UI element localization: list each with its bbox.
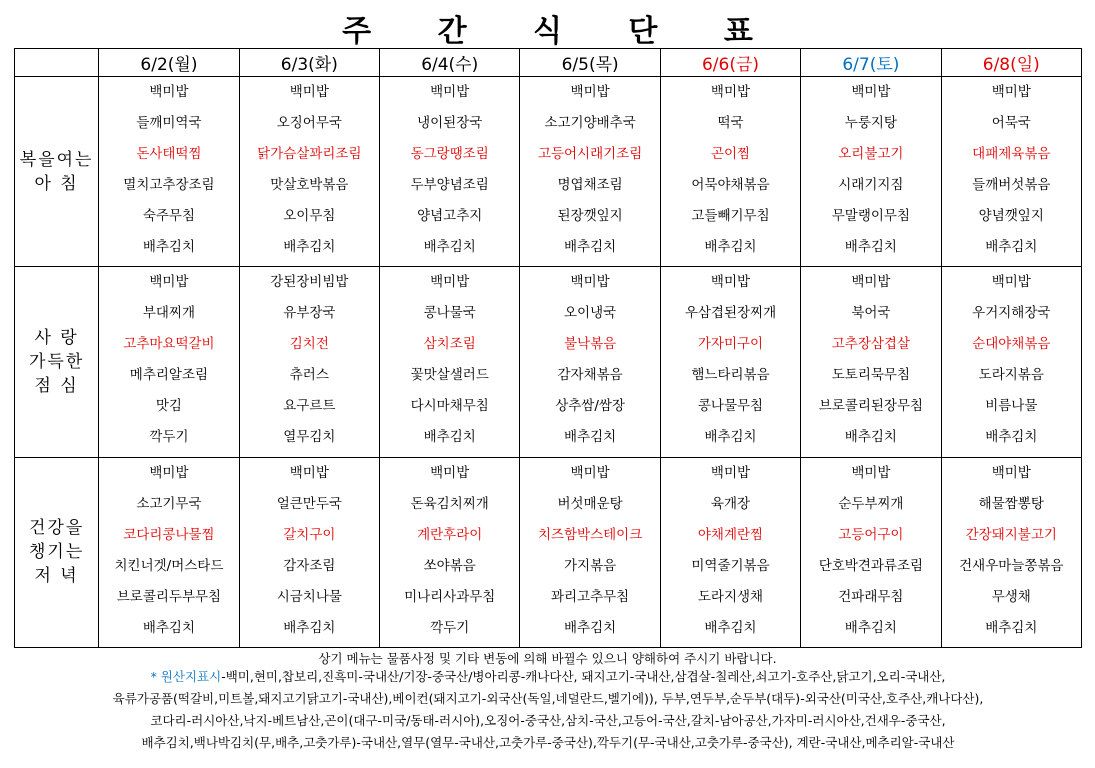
meal-label — [15, 267, 99, 457]
dish-item: 백미밥 — [289, 464, 329, 481]
origin-line: 육류가공품(떡갈비,미트볼,돼지고기닭고기-국내산),베이컨(돼지고기-외국산(독일,네덜란드,벨기에)), 두부,연두부,순두부(대두)-외국산(미국산,호주산,캐나다산), — [112, 691, 984, 706]
dish-item: 백미밥 — [991, 274, 1031, 291]
dish-item: 고들빼기무침 — [691, 208, 770, 224]
day-label: 6/3(화) — [280, 55, 338, 75]
dish-item: 된장깻잎지 — [557, 208, 623, 224]
origin-line: 배추김치,백나박김치(무,배추,고춧가루)-국내산,열무(열무-국내산,고춧가루-중국산),깍두기(무-국내산,고춧가루-중국산), 계란-국내산,메추리알-국내산 — [141, 735, 955, 750]
dish-item: 배추김치 — [564, 619, 617, 636]
main-dish: 곤이찜 — [710, 146, 751, 162]
dish-item: 열무김치 — [283, 429, 336, 446]
dish-item: 비름나물 — [985, 398, 1038, 415]
main-dish: 고추마요떡갈비 — [123, 336, 215, 353]
dish-item: 백미밥 — [710, 84, 751, 100]
dish-item: 배추김치 — [564, 429, 617, 446]
dish-item: 소고기양배추국 — [544, 115, 636, 131]
dish-item: 배추김치 — [423, 429, 476, 446]
dish-item: 해물짬뽕탕 — [978, 495, 1044, 512]
dish-item: 맛살호박볶음 — [270, 177, 349, 193]
main-dish: 갈치구이 — [283, 526, 336, 543]
dish-item: 맛김 — [155, 398, 182, 415]
dish-item: 누룽지탕 — [844, 115, 897, 131]
dish-item: 시래기지짐 — [838, 177, 904, 193]
day-meal-cell — [380, 457, 520, 647]
dish-item: 츄러스 — [289, 367, 329, 384]
dish-item: 콩나물무침 — [697, 398, 764, 415]
dish-item: 미나리사과무침 — [404, 588, 496, 605]
meal-label-line: 저 녁 — [34, 566, 79, 587]
dish-item: 백미밥 — [149, 84, 189, 100]
page-title: 주 간 식 단 표 — [342, 14, 781, 49]
dish-item: 배추김치 — [985, 239, 1038, 255]
dish-item: 양념깻잎지 — [978, 208, 1044, 224]
dish-item: 감자조림 — [283, 557, 336, 574]
day-meal-cell — [239, 457, 379, 647]
dish-item: 떡국 — [717, 115, 744, 131]
dish-item: 요구르트 — [283, 398, 336, 415]
dish-item: 백미밥 — [149, 274, 189, 291]
day-meal-cell — [520, 457, 660, 647]
main-dish: 오리불고기 — [838, 146, 904, 162]
dish-item: 배추김치 — [985, 429, 1038, 446]
dish-item: 건새우마늘쫑볶음 — [959, 557, 1064, 574]
day-label: 6/8(일) — [982, 55, 1040, 75]
dish-item: 백미밥 — [289, 84, 329, 100]
dish-item: 우삼겹된장찌개 — [684, 305, 777, 322]
dish-item: 배추김치 — [142, 239, 196, 255]
dish-item: 숙주무침 — [142, 208, 196, 224]
dish-item: 백미밥 — [851, 84, 891, 100]
dish-item: 건파래무침 — [838, 588, 904, 605]
meal-label-line: 건강을 — [28, 518, 85, 539]
dish-item: 배추김치 — [142, 619, 196, 636]
dish-item: 백미밥 — [851, 274, 891, 291]
day-meal-cell — [660, 77, 800, 267]
main-dish: 삼치조림 — [423, 336, 476, 353]
main-dish: 대패제육볶음 — [972, 146, 1051, 162]
meal-rows — [15, 77, 1082, 648]
day-meal-cell — [99, 267, 239, 457]
main-dish: 야채계란찜 — [697, 526, 764, 543]
dish-item: 배추김치 — [844, 429, 897, 446]
dish-item: 백미밥 — [991, 464, 1031, 481]
dish-item: 시금치나물 — [276, 588, 342, 605]
dish-item: 콩나물국 — [423, 305, 476, 322]
day-meal-cell — [239, 267, 379, 457]
main-dish: 김치전 — [289, 336, 329, 353]
dish-item: 무생채 — [991, 588, 1031, 605]
dish-item: 꽃맛살샐러드 — [410, 367, 489, 384]
dish-item: 얼큰만두국 — [276, 495, 342, 512]
dish-item: 순두부찌개 — [838, 495, 904, 512]
dish-item: 배추김치 — [844, 619, 897, 636]
meal-label-line: 복을여는 — [19, 149, 94, 170]
dish-item: 다시마채무침 — [410, 398, 489, 415]
dish-item: 백미밥 — [570, 274, 610, 291]
origin-line — [14, 666, 1082, 688]
dish-item: 백미밥 — [851, 464, 891, 481]
day-header — [99, 49, 239, 77]
day-label: 6/2(월) — [140, 55, 198, 75]
dish-item: 양념고추지 — [417, 208, 483, 224]
day-meal-cell — [520, 267, 660, 457]
dish-item: 감자채볶음 — [557, 367, 623, 384]
day-meal-cell — [660, 267, 800, 457]
dish-item: 유부장국 — [283, 305, 336, 322]
day-label: 6/6(금) — [701, 55, 760, 75]
origin-line: 코다리-러시아산,낙지-베트남산,곤이(대구-미국/동태-러시아),오징어-중국산,삼치-국산,고등어-국산,갈치-남아공산,가자미-러시아산,건새우-중국산, — [150, 713, 946, 728]
dish-item: 버섯매운탕 — [557, 495, 623, 512]
dish-item: 오징어무국 — [276, 115, 342, 131]
notice-text: 상기 메뉴는 물품사정 및 기타 변동에 의해 바뀔수 있으니 양해하여 주시기 바랍니다. — [318, 651, 777, 666]
dish-item: 브로콜리두부무침 — [116, 588, 222, 605]
main-dish: 동그랑땡조림 — [410, 146, 489, 162]
dish-item: 오이냉국 — [564, 305, 617, 322]
meal-label-line: 가득한 — [28, 351, 85, 372]
dish-item: 돈육김치찌개 — [410, 495, 489, 512]
dish-item: 백미밥 — [430, 464, 470, 481]
dish-item: 백미밥 — [570, 84, 610, 100]
main-dish: 돈사태떡찜 — [136, 146, 202, 162]
main-dish: 순대야채볶음 — [972, 336, 1051, 353]
dish-item: 도라지생채 — [697, 588, 764, 605]
dish-item: 백미밥 — [710, 274, 751, 291]
main-dish: 코다리콩나물찜 — [123, 526, 215, 543]
day-meal-cell — [520, 77, 660, 267]
day-header — [660, 49, 800, 77]
day-label: 6/4(수) — [421, 55, 479, 75]
main-dish: 고등어구이 — [838, 526, 904, 543]
dish-item: 꽈리고추무침 — [550, 588, 630, 605]
dish-item: 배추김치 — [564, 239, 617, 255]
dish-item: 쏘야볶음 — [423, 557, 476, 574]
day-meal-cell — [941, 457, 1081, 647]
weekly-menu-table — [14, 48, 1082, 648]
day-meal-cell — [99, 77, 239, 267]
dish-item: 도라지볶음 — [978, 367, 1044, 384]
dish-item: 배추김치 — [985, 619, 1038, 636]
day-meal-cell — [801, 77, 941, 267]
dish-item: 들깨버섯볶음 — [972, 177, 1051, 193]
meal-row — [15, 77, 1082, 267]
corner-cell — [15, 49, 99, 77]
dish-item: 치킨너겟/머스타드 — [114, 557, 224, 574]
main-dish: 치즈함박스테이크 — [537, 526, 643, 543]
day-header — [801, 49, 941, 77]
day-meal-cell — [801, 457, 941, 647]
dish-item: 백미밥 — [710, 464, 751, 481]
day-header-row — [15, 49, 1082, 77]
origin-info — [14, 666, 1082, 754]
dish-item: 브로콜리된장무침 — [818, 398, 924, 415]
dish-item: 상추쌈/쌈장 — [555, 398, 625, 415]
day-meal-cell — [99, 457, 239, 647]
dish-item: 부대찌개 — [142, 305, 196, 322]
day-label: 6/7(토) — [842, 55, 900, 75]
dish-item: 백미밥 — [430, 274, 470, 291]
meal-label — [15, 457, 99, 647]
dish-item: 미역줄기볶음 — [691, 557, 770, 574]
day-header — [520, 49, 660, 77]
day-label: 6/5(목) — [561, 55, 619, 75]
dish-item: 냉이된장국 — [417, 115, 483, 131]
dish-item: 우거지해장국 — [972, 305, 1051, 322]
main-dish: 닭가슴살꽈리조림 — [257, 146, 362, 162]
meal-row — [15, 457, 1082, 647]
dish-item: 도토리묵무침 — [831, 367, 910, 384]
day-meal-cell — [660, 457, 800, 647]
dish-item: 백미밥 — [570, 464, 610, 481]
dish-item: 배추김치 — [704, 429, 757, 446]
day-meal-cell — [380, 77, 520, 267]
day-meal-cell — [941, 77, 1081, 267]
main-dish: 간장돼지불고기 — [965, 526, 1057, 543]
dish-item: 두부양념조림 — [410, 177, 489, 193]
meal-label-line: 아 침 — [34, 173, 79, 194]
dish-item: 어묵야채볶음 — [691, 177, 770, 193]
dish-item: 백미밥 — [149, 464, 189, 481]
day-header — [239, 49, 379, 77]
dish-item: 들깨미역국 — [136, 115, 202, 131]
meal-row — [15, 267, 1082, 457]
main-dish: 불낙볶음 — [564, 336, 617, 353]
dish-item: 어묵국 — [991, 115, 1031, 131]
dish-item: 오이무침 — [283, 208, 336, 224]
dish-item: 배추김치 — [844, 239, 897, 255]
dish-item: 무말랭이무침 — [831, 208, 910, 224]
dish-item: 배추김치 — [283, 239, 336, 255]
dish-item: 깍두기 — [430, 619, 470, 636]
day-meal-cell — [380, 267, 520, 457]
main-dish: 고추장삼겹살 — [831, 336, 910, 353]
dish-item: 백미밥 — [430, 84, 470, 100]
dish-item: 명엽채조림 — [557, 177, 623, 193]
dish-item: 육개장 — [710, 495, 751, 512]
day-header — [941, 49, 1081, 77]
day-meal-cell — [239, 77, 379, 267]
main-dish: 고등어시래기조림 — [537, 146, 643, 162]
dish-item: 백미밥 — [991, 84, 1031, 100]
dish-item: 배추김치 — [283, 619, 336, 636]
main-dish: 가자미구이 — [697, 336, 764, 353]
dish-item: 메추리알조림 — [129, 367, 209, 384]
dish-item: 가지볶음 — [564, 557, 617, 574]
origin-line-text: -백미,현미,찹보리,진흑미-국내산/기장-중국산/병아리콩-캐나다산, 돼지고기-국내산,삼겹살-칠레산,쇠고기-호주산,닭고기,오리-국내산, — [221, 669, 946, 684]
meal-label — [15, 77, 99, 267]
day-header — [380, 49, 520, 77]
dish-item: 북어국 — [851, 305, 891, 322]
dish-item: 깍두기 — [149, 429, 189, 446]
dish-item: 배추김치 — [704, 619, 757, 636]
meal-label-line: 점 심 — [34, 375, 79, 396]
dish-item: 배추김치 — [704, 239, 757, 255]
meal-label-line: 챙기는 — [28, 542, 85, 563]
dish-item: 강된장비빔밥 — [270, 274, 349, 291]
day-meal-cell — [941, 267, 1081, 457]
dish-item: 멸치고추장조림 — [123, 177, 215, 193]
dish-item: 소고기무국 — [136, 495, 202, 512]
dish-item: 단호박견과류조림 — [818, 557, 924, 574]
dish-item: 햄느타리볶음 — [691, 367, 770, 384]
meal-label-line: 사 랑 — [34, 327, 79, 348]
day-meal-cell — [801, 267, 941, 457]
dish-item: 배추김치 — [423, 239, 476, 255]
origin-label: * 원산지표시 — [150, 669, 222, 684]
main-dish: 계란후라이 — [417, 526, 483, 543]
